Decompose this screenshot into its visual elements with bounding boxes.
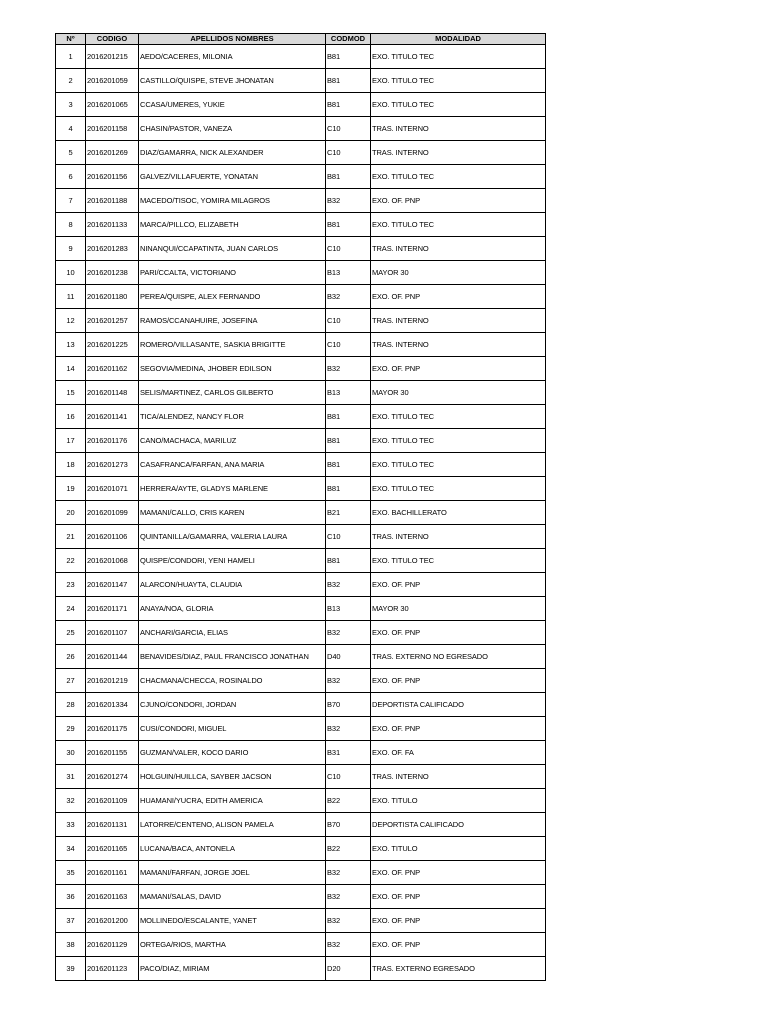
row-codigo: 2016201133 [86, 213, 139, 237]
row-number: 14 [56, 357, 86, 381]
table-row [56, 453, 546, 477]
row-codigo: 2016201334 [86, 693, 139, 717]
row-nombre: CHASIN/PASTOR, VANEZA [139, 117, 326, 141]
row-modalidad: EXO. BACHILLERATO [371, 501, 546, 525]
row-nombre: TICA/ALENDEZ, NANCY FLOR [139, 405, 326, 429]
row-modalidad: EXO. OF. PNP [371, 885, 546, 909]
row-codmod: B31 [326, 741, 371, 765]
row-codigo: 2016201141 [86, 405, 139, 429]
row-number: 9 [56, 237, 86, 261]
row-number: 27 [56, 669, 86, 693]
row-codmod: B81 [326, 429, 371, 453]
row-nombre: MARCA/PILLCO, ELIZABETH [139, 213, 326, 237]
table-row [56, 765, 546, 789]
row-nombre: RAMOS/CCANAHUIRE, JOSEFINA [139, 309, 326, 333]
header-modalidad: MODALIDAD [371, 34, 546, 45]
row-nombre: HOLGUIN/HUILLCA, SAYBER JACSON [139, 765, 326, 789]
row-nombre: MACEDO/TISOC, YOMIRA MILAGROS [139, 189, 326, 213]
row-codmod: B81 [326, 477, 371, 501]
row-nombre: ALARCON/HUAYTA, CLAUDIA [139, 573, 326, 597]
header-number: Nº [56, 34, 86, 45]
row-nombre: LUCANA/BACA, ANTONELA [139, 837, 326, 861]
row-modalidad: EXO. TITULO TEC [371, 69, 546, 93]
table-row [56, 549, 546, 573]
row-number: 28 [56, 693, 86, 717]
row-modalidad: EXO. OF. PNP [371, 573, 546, 597]
row-codigo: 2016201176 [86, 429, 139, 453]
row-codigo: 2016201273 [86, 453, 139, 477]
row-nombre: MAMANI/FARFAN, JORGE JOEL [139, 861, 326, 885]
row-modalidad: EXO. TITULO TEC [371, 93, 546, 117]
header-apellidos-nombres: APELLIDOS NOMBRES [139, 34, 326, 45]
row-codigo: 2016201147 [86, 573, 139, 597]
row-codmod: C10 [326, 309, 371, 333]
row-nombre: CJUNO/CONDORI, JORDAN [139, 693, 326, 717]
row-codigo: 2016201156 [86, 165, 139, 189]
row-codmod: B32 [326, 189, 371, 213]
row-codmod: B81 [326, 165, 371, 189]
table-row [56, 885, 546, 909]
row-number: 15 [56, 381, 86, 405]
row-nombre: HERRERA/AYTE, GLADYS MARLENE [139, 477, 326, 501]
row-modalidad: TRAS. INTERNO [371, 525, 546, 549]
row-modalidad: TRAS. INTERNO [371, 309, 546, 333]
header-codmod: CODMOD [326, 34, 371, 45]
row-codigo: 2016201283 [86, 237, 139, 261]
row-modalidad: EXO. TITULO TEC [371, 429, 546, 453]
table-row [56, 141, 546, 165]
row-number: 20 [56, 501, 86, 525]
row-nombre: SELIS/MARTINEZ, CARLOS GILBERTO [139, 381, 326, 405]
row-modalidad: DEPORTISTA CALIFICADO [371, 813, 546, 837]
header-row [56, 34, 546, 45]
row-nombre: MAMANI/CALLO, CRIS KAREN [139, 501, 326, 525]
row-nombre: CHACMANA/CHECCA, ROSINALDO [139, 669, 326, 693]
row-number: 1 [56, 45, 86, 69]
row-codigo: 2016201106 [86, 525, 139, 549]
row-codmod: B32 [326, 861, 371, 885]
row-codigo: 2016201188 [86, 189, 139, 213]
row-number: 33 [56, 813, 86, 837]
row-codmod: B32 [326, 909, 371, 933]
table-row [56, 861, 546, 885]
row-modalidad: TRAS. EXTERNO NO EGRESADO [371, 645, 546, 669]
row-codmod: D40 [326, 645, 371, 669]
table-row [56, 501, 546, 525]
row-codigo: 2016201219 [86, 669, 139, 693]
row-codmod: C10 [326, 117, 371, 141]
row-modalidad: EXO. TITULO TEC [371, 477, 546, 501]
row-modalidad: EXO. TITULO [371, 837, 546, 861]
row-number: 6 [56, 165, 86, 189]
row-modalidad: TRAS. INTERNO [371, 117, 546, 141]
row-codigo: 2016201099 [86, 501, 139, 525]
row-codigo: 2016201175 [86, 717, 139, 741]
row-codigo: 2016201238 [86, 261, 139, 285]
row-nombre: GALVEZ/VILLAFUERTE, YONATAN [139, 165, 326, 189]
row-number: 12 [56, 309, 86, 333]
row-codmod: C10 [326, 237, 371, 261]
table-row [56, 237, 546, 261]
row-number: 24 [56, 597, 86, 621]
row-modalidad: EXO. OF. PNP [371, 861, 546, 885]
row-number: 8 [56, 213, 86, 237]
row-nombre: ANAYA/NOA, GLORIA [139, 597, 326, 621]
row-codmod: B81 [326, 549, 371, 573]
table-row [56, 405, 546, 429]
row-codigo: 2016201144 [86, 645, 139, 669]
row-modalidad: EXO. OF. FA [371, 741, 546, 765]
row-codmod: B21 [326, 501, 371, 525]
row-nombre: HUAMANI/YUCRA, EDITH AMERICA [139, 789, 326, 813]
row-codmod: B32 [326, 933, 371, 957]
row-modalidad: TRAS. INTERNO [371, 141, 546, 165]
row-nombre: CASAFRANCA/FARFAN, ANA MARIA [139, 453, 326, 477]
row-codigo: 2016201163 [86, 885, 139, 909]
row-nombre: PEREA/QUISPE, ALEX FERNANDO [139, 285, 326, 309]
row-codigo: 2016201107 [86, 621, 139, 645]
table-row [56, 381, 546, 405]
row-number: 36 [56, 885, 86, 909]
row-number: 37 [56, 909, 86, 933]
table-row [56, 261, 546, 285]
row-codigo: 2016201068 [86, 549, 139, 573]
row-modalidad: EXO. TITULO TEC [371, 405, 546, 429]
table-row [56, 333, 546, 357]
row-codigo: 2016201148 [86, 381, 139, 405]
row-codmod: D20 [326, 957, 371, 981]
table-row [56, 789, 546, 813]
row-codmod: B32 [326, 669, 371, 693]
row-modalidad: MAYOR 30 [371, 381, 546, 405]
table-row [56, 573, 546, 597]
table-row [56, 645, 546, 669]
row-codigo: 2016201065 [86, 93, 139, 117]
row-number: 32 [56, 789, 86, 813]
table-row [56, 621, 546, 645]
row-number: 16 [56, 405, 86, 429]
row-nombre: ORTEGA/RIOS, MARTHA [139, 933, 326, 957]
row-modalidad: EXO. OF. PNP [371, 669, 546, 693]
row-modalidad: DEPORTISTA CALIFICADO [371, 693, 546, 717]
table-row [56, 669, 546, 693]
table-row [56, 45, 546, 69]
row-codmod: B81 [326, 93, 371, 117]
row-codigo: 2016201165 [86, 837, 139, 861]
row-number: 11 [56, 285, 86, 309]
row-modalidad: EXO. TITULO TEC [371, 453, 546, 477]
table-row [56, 813, 546, 837]
row-nombre: MAMANI/SALAS, DAVID [139, 885, 326, 909]
row-nombre: CASTILLO/QUISPE, STEVE JHONATAN [139, 69, 326, 93]
row-number: 13 [56, 333, 86, 357]
row-codigo: 2016201161 [86, 861, 139, 885]
row-nombre: MOLLINEDO/ESCALANTE, YANET [139, 909, 326, 933]
row-modalidad: TRAS. INTERNO [371, 765, 546, 789]
row-codigo: 2016201129 [86, 933, 139, 957]
row-codmod: C10 [326, 525, 371, 549]
row-modalidad: EXO. OF. PNP [371, 621, 546, 645]
row-codigo: 2016201269 [86, 141, 139, 165]
row-modalidad: EXO. OF. PNP [371, 909, 546, 933]
row-number: 18 [56, 453, 86, 477]
table-row [56, 837, 546, 861]
row-nombre: QUINTANILLA/GAMARRA, VALERIA LAURA [139, 525, 326, 549]
row-codmod: B22 [326, 837, 371, 861]
table-header [56, 34, 546, 45]
row-nombre: NINANQUI/CCAPATINTA, JUAN CARLOS [139, 237, 326, 261]
row-codmod: B13 [326, 597, 371, 621]
row-nombre: AEDO/CACERES, MILONIA [139, 45, 326, 69]
row-nombre: PACO/DIAZ, MIRIAM [139, 957, 326, 981]
table-row [56, 597, 546, 621]
row-codmod: B32 [326, 285, 371, 309]
table-row [56, 285, 546, 309]
row-nombre: LATORRE/CENTENO, ALISON PAMELA [139, 813, 326, 837]
row-modalidad: MAYOR 30 [371, 261, 546, 285]
row-modalidad: EXO. OF. PNP [371, 189, 546, 213]
table-row [56, 93, 546, 117]
table-row [56, 741, 546, 765]
table-row [56, 309, 546, 333]
row-modalidad: EXO. OF. PNP [371, 357, 546, 381]
row-nombre: CANO/MACHACA, MARILUZ [139, 429, 326, 453]
row-number: 5 [56, 141, 86, 165]
row-modalidad: EXO. OF. PNP [371, 717, 546, 741]
row-number: 26 [56, 645, 86, 669]
row-number: 19 [56, 477, 86, 501]
row-codmod: B81 [326, 405, 371, 429]
row-modalidad: EXO. TITULO TEC [371, 165, 546, 189]
row-number: 31 [56, 765, 86, 789]
row-number: 4 [56, 117, 86, 141]
row-codmod: B32 [326, 357, 371, 381]
row-codigo: 2016201071 [86, 477, 139, 501]
row-modalidad: EXO. OF. PNP [371, 933, 546, 957]
row-nombre: PARI/CCALTA, VICTORIANO [139, 261, 326, 285]
table-row [56, 909, 546, 933]
row-number: 30 [56, 741, 86, 765]
row-codigo: 2016201200 [86, 909, 139, 933]
row-codmod: B13 [326, 261, 371, 285]
row-codigo: 2016201171 [86, 597, 139, 621]
row-nombre: BENAVIDES/DIAZ, PAUL FRANCISCO JONATHAN [139, 645, 326, 669]
row-modalidad: TRAS. INTERNO [371, 333, 546, 357]
row-codmod: C10 [326, 765, 371, 789]
row-codmod: B22 [326, 789, 371, 813]
row-number: 38 [56, 933, 86, 957]
row-modalidad: TRAS. EXTERNO EGRESADO [371, 957, 546, 981]
row-number: 35 [56, 861, 86, 885]
row-number: 21 [56, 525, 86, 549]
row-nombre: QUISPE/CONDORI, YENI HAMELI [139, 549, 326, 573]
table-row [56, 477, 546, 501]
row-codigo: 2016201274 [86, 765, 139, 789]
row-codmod: B32 [326, 621, 371, 645]
row-number: 39 [56, 957, 86, 981]
table-row [56, 213, 546, 237]
row-number: 22 [56, 549, 86, 573]
row-codigo: 2016201059 [86, 69, 139, 93]
table-row [56, 117, 546, 141]
row-nombre: GUZMAN/VALER, KOCO DARIO [139, 741, 326, 765]
table-row [56, 69, 546, 93]
row-number: 17 [56, 429, 86, 453]
table-row [56, 165, 546, 189]
row-codigo: 2016201215 [86, 45, 139, 69]
table-row [56, 357, 546, 381]
row-codigo: 2016201180 [86, 285, 139, 309]
row-modalidad: EXO. TITULO TEC [371, 213, 546, 237]
student-roster-table [55, 33, 546, 981]
row-number: 10 [56, 261, 86, 285]
row-codigo: 2016201162 [86, 357, 139, 381]
row-codmod: B81 [326, 453, 371, 477]
row-nombre: DIAZ/GAMARRA, NICK ALEXANDER [139, 141, 326, 165]
row-number: 3 [56, 93, 86, 117]
row-codmod: B32 [326, 573, 371, 597]
row-codigo: 2016201158 [86, 117, 139, 141]
row-modalidad: EXO. TITULO [371, 789, 546, 813]
row-codmod: C10 [326, 333, 371, 357]
header-codigo: CODIGO [86, 34, 139, 45]
row-nombre: ANCHARI/GARCIA, ELIAS [139, 621, 326, 645]
row-codmod: B70 [326, 693, 371, 717]
row-number: 25 [56, 621, 86, 645]
row-codmod: B81 [326, 213, 371, 237]
table-row [56, 429, 546, 453]
table-row [56, 933, 546, 957]
row-codmod: B13 [326, 381, 371, 405]
row-number: 7 [56, 189, 86, 213]
table-row [56, 717, 546, 741]
row-codmod: B81 [326, 45, 371, 69]
row-codmod: B70 [326, 813, 371, 837]
row-codmod: C10 [326, 141, 371, 165]
row-codigo: 2016201257 [86, 309, 139, 333]
row-number: 2 [56, 69, 86, 93]
row-number: 29 [56, 717, 86, 741]
row-modalidad: TRAS. INTERNO [371, 237, 546, 261]
row-nombre: CCASA/UMERES, YUKIE [139, 93, 326, 117]
row-modalidad: EXO. OF. PNP [371, 285, 546, 309]
table-row [56, 693, 546, 717]
table-row [56, 957, 546, 981]
row-codmod: B32 [326, 885, 371, 909]
row-codigo: 2016201225 [86, 333, 139, 357]
row-nombre: ROMERO/VILLASANTE, SASKIA BRIGITTE [139, 333, 326, 357]
row-number: 23 [56, 573, 86, 597]
row-nombre: CUSI/CONDORI, MIGUEL [139, 717, 326, 741]
row-number: 34 [56, 837, 86, 861]
row-modalidad: EXO. TITULO TEC [371, 45, 546, 69]
row-codigo: 2016201155 [86, 741, 139, 765]
row-codmod: B81 [326, 69, 371, 93]
row-nombre: SEGOVIA/MEDINA, JHOBER EDILSON [139, 357, 326, 381]
row-codigo: 2016201109 [86, 789, 139, 813]
row-modalidad: EXO. TITULO TEC [371, 549, 546, 573]
row-codigo: 2016201131 [86, 813, 139, 837]
table-body [56, 45, 546, 981]
row-modalidad: MAYOR 30 [371, 597, 546, 621]
row-codigo: 2016201123 [86, 957, 139, 981]
table-row [56, 525, 546, 549]
table-row [56, 189, 546, 213]
row-codmod: B32 [326, 717, 371, 741]
